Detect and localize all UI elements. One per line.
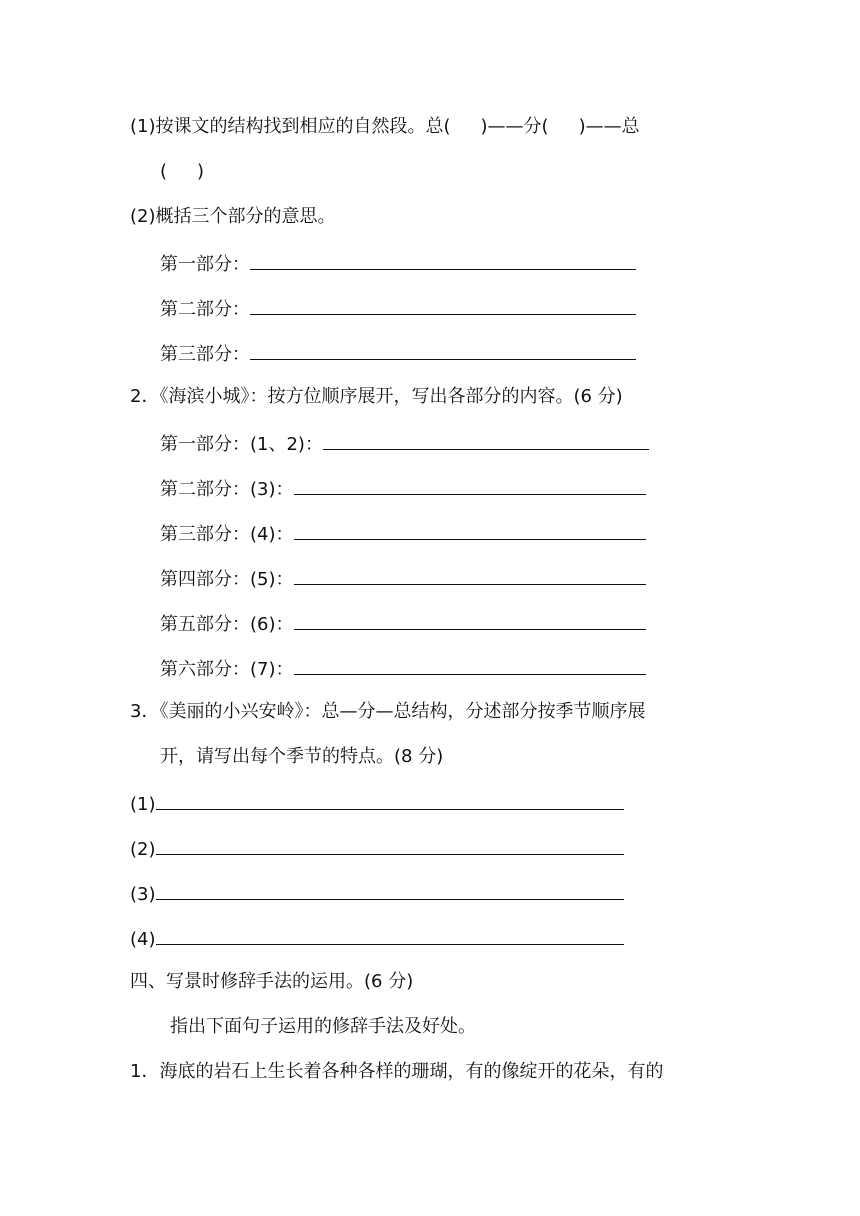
q3-item-1 xyxy=(130,789,624,818)
q2-part-1 xyxy=(160,429,649,458)
q1-close-paren: ) xyxy=(197,161,205,182)
q1-structure-text-a: (1)按课文的结构找到相应的自然段。总( xyxy=(130,116,451,137)
answer-blank[interactable] xyxy=(156,924,624,945)
q3-item-4 xyxy=(130,924,624,953)
q2-part-6 xyxy=(160,654,646,683)
q3-title-line-1: 3．《美丽的小兴安岭》：总—分—总结构，分述部分按季节顺序展 xyxy=(130,701,646,722)
q2-part-5 xyxy=(160,609,646,638)
answer-blank[interactable] xyxy=(294,474,646,495)
answer-blank[interactable] xyxy=(250,339,636,360)
q1-structure-text-b: )——分( xyxy=(480,116,549,137)
answer-blank[interactable] xyxy=(294,564,646,585)
q3-item-2 xyxy=(130,834,624,863)
q2-part-2 xyxy=(160,474,646,503)
part-label: 第一部分： xyxy=(160,254,250,275)
part-label: 第六部分：(7)： xyxy=(160,659,294,680)
q3-title-line-2: 开，请写出每个季节的特点。(8 分) xyxy=(160,746,444,767)
answer-blank[interactable] xyxy=(294,654,646,675)
part-label: 第二部分：(3)： xyxy=(160,479,294,500)
q2-part-4 xyxy=(160,564,646,593)
part-label: 第二部分： xyxy=(160,299,250,320)
q2-part-3 xyxy=(160,519,646,548)
part-label: 第四部分：(5)： xyxy=(160,569,294,590)
section-4-instruction: 指出下面句子运用的修辞手法及好处。 xyxy=(170,1016,476,1037)
item-label: (2) xyxy=(130,839,156,860)
answer-blank[interactable] xyxy=(323,429,649,450)
section-4-question-1: 1．海底的岩石上生长着各种各样的珊瑚，有的像绽开的花朵，有的 xyxy=(130,1061,664,1082)
answer-blank[interactable] xyxy=(294,609,646,630)
answer-blank[interactable] xyxy=(294,519,646,540)
q3-item-3 xyxy=(130,879,624,908)
q1-part-2 xyxy=(160,294,636,323)
answer-blank[interactable] xyxy=(250,249,636,270)
q1-part-3 xyxy=(160,339,636,368)
part-label: 第三部分：(4)： xyxy=(160,524,294,545)
q1-structure-line xyxy=(130,114,640,140)
q1-structure-continued xyxy=(160,159,204,185)
answer-blank[interactable] xyxy=(250,294,636,315)
part-label: 第五部分：(6)： xyxy=(160,614,294,635)
q1-part-1 xyxy=(160,249,636,278)
item-label: (4) xyxy=(130,929,156,950)
q1-summary-prompt: (2)概括三个部分的意思。 xyxy=(130,206,336,227)
q2-title: 2．《海滨小城》：按方位顺序展开，写出各部分的内容。(6 分) xyxy=(130,386,623,407)
answer-blank[interactable] xyxy=(156,834,624,855)
section-4-title: 四、写景时修辞手法的运用。(6 分) xyxy=(130,971,414,992)
answer-blank[interactable] xyxy=(156,879,624,900)
q1-open-paren: ( xyxy=(160,161,168,182)
part-label: 第一部分：(1、2)： xyxy=(160,434,323,455)
answer-blank[interactable] xyxy=(156,789,624,810)
item-label: (1) xyxy=(130,794,156,815)
part-label: 第三部分： xyxy=(160,344,250,365)
item-label: (3) xyxy=(130,884,156,905)
q1-structure-text-c: )——总 xyxy=(578,116,640,137)
